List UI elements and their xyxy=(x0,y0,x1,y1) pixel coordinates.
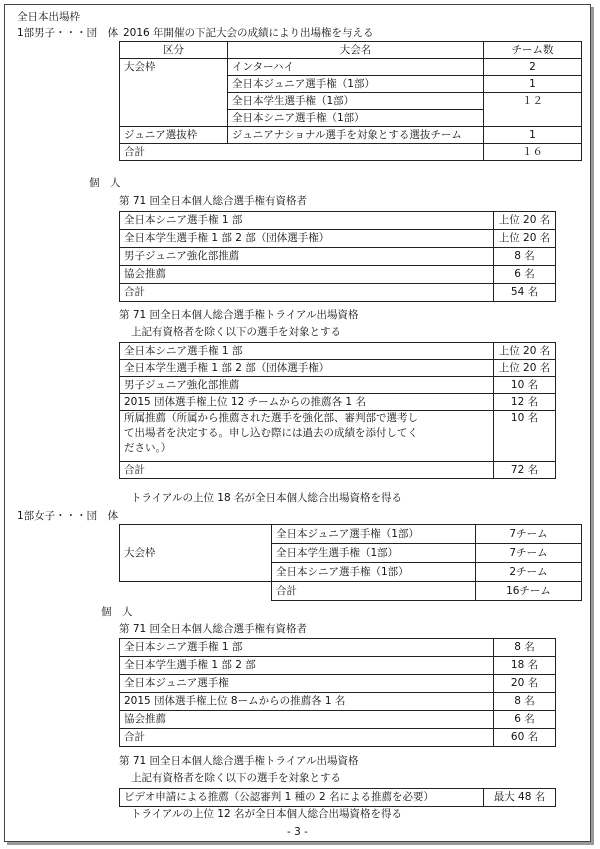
women-individual-heading: 個 人 xyxy=(101,606,133,618)
value-cell: 12 名 xyxy=(494,394,556,411)
name-cell: 男子ジュニア強化部推薦 xyxy=(120,248,494,266)
table-row xyxy=(120,360,556,377)
table-total-row xyxy=(120,582,582,601)
category-cell: 大会枠 xyxy=(120,59,228,76)
count-cell: 1 xyxy=(484,76,582,93)
name-cell: 全日本シニア選手権 1 部 xyxy=(120,639,494,657)
total-value: 16チーム xyxy=(476,582,582,601)
table-row xyxy=(120,411,556,462)
value-cell: 10 名 xyxy=(494,377,556,394)
table-row xyxy=(120,76,582,93)
table-row xyxy=(120,127,582,144)
name-cell: 協会推薦 xyxy=(120,711,494,729)
name-cell: 協会推薦 xyxy=(120,266,494,284)
table-total-row xyxy=(120,462,556,479)
total-value: 72 名 xyxy=(494,462,556,479)
table-row xyxy=(120,789,556,807)
table-row xyxy=(120,248,556,266)
men-individual-heading: 個 人 xyxy=(89,177,121,189)
name-cell: 全日本学生選手権 1 部 2 部（団体選手権） xyxy=(120,230,494,248)
value-cell: 上位 20 名 xyxy=(494,230,556,248)
category-cell xyxy=(120,76,228,93)
men-team-note: 2016 年開催の下記大会の成績により出場権を与える xyxy=(123,27,374,39)
name-cell: 全日本ジュニア選手権（1部） xyxy=(272,525,476,544)
table-header-row xyxy=(120,42,582,59)
name-cell: 所属推薦（所属から推薦された選手を強化部、審判部で選考して出場者を決定する。申し込む際には過去の成績を添付してください。） xyxy=(120,411,494,462)
column-header: チーム数 xyxy=(484,42,582,59)
table-row xyxy=(120,639,556,657)
table-row xyxy=(120,343,556,360)
value-cell: 10 名 xyxy=(494,411,556,462)
value-cell: 上位 20 名 xyxy=(494,360,556,377)
women-qualified-title: 第 71 回全日本個人総合選手権有資格者 xyxy=(119,623,308,635)
page-number: - 3 - xyxy=(287,826,308,838)
men-trial-title: 第 71 回全日本個人総合選手権トライアル出場資格 xyxy=(119,309,359,321)
count-cell: 2 xyxy=(484,59,582,76)
men-team-heading: 1部男子・・・団 体 xyxy=(17,27,119,39)
table-total-row xyxy=(120,729,556,747)
table-total-row xyxy=(120,284,556,302)
count-cell: １２ xyxy=(484,93,582,110)
count-cell xyxy=(484,110,582,127)
name-cell: インターハイ xyxy=(228,59,484,76)
empty-cell xyxy=(120,582,272,601)
name-cell: 2015 団体選手権上位 8ームからの推薦各 1 名 xyxy=(120,693,494,711)
value-cell: 8 名 xyxy=(494,693,556,711)
value-cell: 6 名 xyxy=(494,711,556,729)
men-qualified-table xyxy=(119,211,556,302)
women-team-table xyxy=(119,524,582,601)
table-row xyxy=(120,394,556,411)
table-row xyxy=(120,711,556,729)
name-cell: 全日本シニア選手権 1 部 xyxy=(120,343,494,360)
name-cell: 全日本ジュニア選手権（1部） xyxy=(228,76,484,93)
women-trial-table xyxy=(119,788,556,807)
women-trial-subtitle: 上記有資格者を除く以下の選手を対象とする xyxy=(131,772,341,784)
total-value: 60 名 xyxy=(494,729,556,747)
women-trial-title: 第 71 回全日本個人総合選手権トライアル出場資格 xyxy=(119,755,359,767)
category-cell: 大会枠 xyxy=(120,525,272,582)
value-cell: 8 名 xyxy=(494,248,556,266)
table-row xyxy=(120,230,556,248)
name-cell: 全日本学生選手権 1 部 2 部（団体選手権） xyxy=(120,360,494,377)
value-cell: 6 名 xyxy=(494,266,556,284)
total-value: １６ xyxy=(484,144,582,161)
table-row xyxy=(120,525,582,544)
table-total-row xyxy=(120,144,582,161)
men-team-table xyxy=(119,41,582,161)
name-cell: 2015 団体選手権上位 12 チームからの推薦各 1 名 xyxy=(120,394,494,411)
count-cell: 2チーム xyxy=(476,563,582,582)
category-cell xyxy=(120,93,228,110)
table-row xyxy=(120,93,582,110)
name-cell: 全日本シニア選手権（1部） xyxy=(228,110,484,127)
table-row xyxy=(120,657,556,675)
value-cell: 最大 48 名 xyxy=(484,789,556,807)
name-cell: 全日本シニア選手権 1 部 xyxy=(120,212,494,230)
page-title: 全日本出場枠 xyxy=(17,11,80,23)
total-label: 合計 xyxy=(272,582,476,601)
total-label: 合計 xyxy=(120,462,494,479)
table-row xyxy=(120,377,556,394)
value-cell: 18 名 xyxy=(494,657,556,675)
category-cell xyxy=(120,110,228,127)
column-header: 区分 xyxy=(120,42,228,59)
table-row xyxy=(120,675,556,693)
women-team-heading: 1部女子・・・団 体 xyxy=(17,510,119,522)
table-row xyxy=(120,212,556,230)
total-label: 合計 xyxy=(120,284,494,302)
total-label: 合計 xyxy=(120,729,494,747)
men-qualified-title: 第 71 回全日本個人総合選手権有資格者 xyxy=(119,195,308,207)
table-row xyxy=(120,266,556,284)
women-trial-note: トライアルの上位 12 名が全日本個人総合出場資格を得る xyxy=(131,808,402,820)
name-cell: 全日本学生選手権（1部） xyxy=(272,544,476,563)
men-trial-subtitle: 上記有資格者を除く以下の選手を対象とする xyxy=(131,326,341,338)
document-page xyxy=(4,4,591,842)
value-cell: 上位 20 名 xyxy=(494,212,556,230)
total-value: 54 名 xyxy=(494,284,556,302)
count-cell: 1 xyxy=(484,127,582,144)
name-cell: 全日本学生選手権 1 部 2 部 xyxy=(120,657,494,675)
value-cell: 上位 20 名 xyxy=(494,343,556,360)
name-cell: ジュニアナショナル選手を対象とする選抜チーム xyxy=(228,127,484,144)
value-cell: 8 名 xyxy=(494,639,556,657)
name-cell: 全日本ジュニア選手権 xyxy=(120,675,494,693)
name-cell: 全日本学生選手権（1部） xyxy=(228,93,484,110)
women-qualified-table xyxy=(119,638,556,747)
column-header: 大会名 xyxy=(228,42,484,59)
table-row xyxy=(120,693,556,711)
name-cell: 全日本シニア選手権（1部） xyxy=(272,563,476,582)
men-trial-table xyxy=(119,342,556,479)
total-label: 合計 xyxy=(120,144,228,161)
table-row xyxy=(120,59,582,76)
count-cell: 7チーム xyxy=(476,525,582,544)
table-row xyxy=(120,110,582,127)
value-cell: 20 名 xyxy=(494,675,556,693)
name-cell: ビデオ申請による推薦（公認審判 1 種の 2 名による推薦を必要） xyxy=(120,789,484,807)
men-trial-note: トライアルの上位 18 名が全日本個人総合出場資格を得る xyxy=(131,492,402,504)
category-cell: ジュニア選抜枠 xyxy=(120,127,228,144)
name-cell: 男子ジュニア強化部推薦 xyxy=(120,377,494,394)
count-cell: 7チーム xyxy=(476,544,582,563)
name-cell xyxy=(228,144,484,161)
